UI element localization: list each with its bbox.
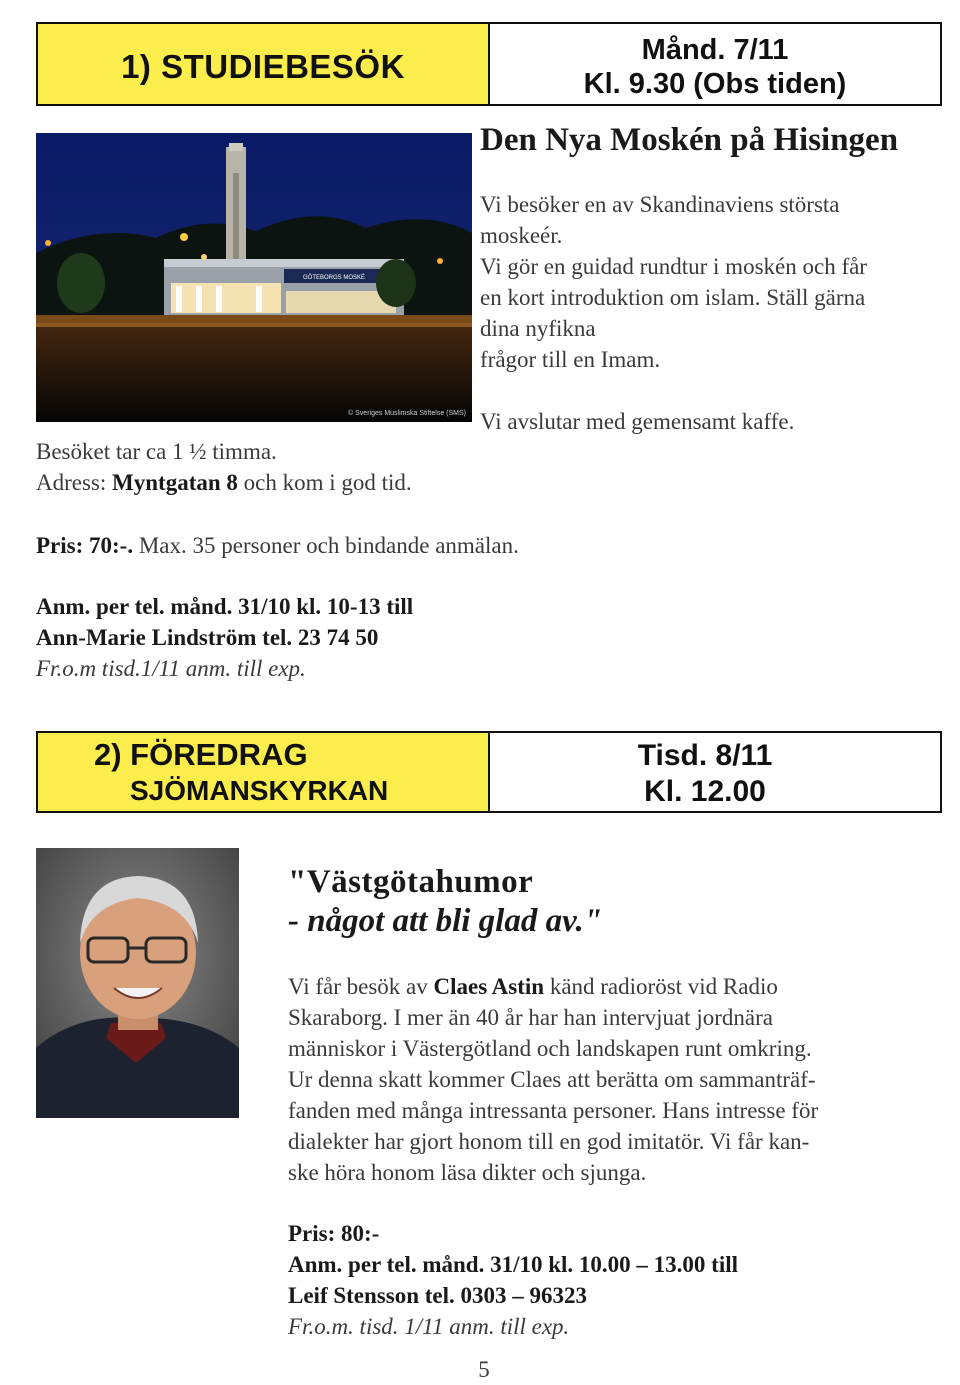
para-pre: Vi får besök av <box>288 974 434 999</box>
para-post: känd radioröst vid Radio <box>544 974 778 999</box>
mosque-photo <box>36 133 472 422</box>
section1-price <box>36 530 519 561</box>
section1-heading: Den Nya Moskén på Hisingen <box>480 122 899 158</box>
anm-line: Anm. per tel. månd. 31/10 kl. 10.00 – 13.00 till <box>288 1252 739 1277</box>
section2-registration <box>288 1218 738 1342</box>
price-label: Pris: 70:-. <box>36 533 134 558</box>
page-number: 5 <box>478 1357 490 1382</box>
para-line: fanden med många intressanta personer. Hans intresse för <box>288 1098 819 1123</box>
para-line: Skaraborg. I mer än 40 år har han intervjuat jordnära <box>288 1005 773 1030</box>
para-line: dialekter har gjort honom till en god imitatör. Vi får kan- <box>288 1129 810 1154</box>
section1-registration <box>36 591 413 684</box>
desc-line: dina nyfikna <box>480 316 596 341</box>
section1-address <box>36 467 412 498</box>
section1-title: 1) STUDIEBESÖK <box>121 48 405 85</box>
address-suffix: och kom i god tid. <box>237 470 412 495</box>
section2-title: 2) FÖREDRAG <box>94 737 308 772</box>
anm-line: Ann-Marie Lindström tel. 23 74 50 <box>36 625 379 650</box>
desc-line: Vi gör en guidad rundtur i moskén och får <box>480 254 867 279</box>
anm-line: Leif Stensson tel. 0303 – 96323 <box>288 1283 587 1308</box>
anm-line: Fr.o.m tisd.1/11 anm. till exp. <box>36 656 306 681</box>
section2-datetime-box <box>488 731 942 813</box>
section2-title-box <box>36 731 490 813</box>
section1-coffee: Vi avslutar med gemensamt kaffe. <box>480 409 795 434</box>
section2-date: Tisd. 8/11 <box>637 739 773 772</box>
section2-price: Pris: 80:- <box>288 1221 380 1246</box>
address-label: Adress: <box>36 470 113 495</box>
desc-line: Vi besöker en av Skandinaviens största <box>480 192 840 217</box>
section1-duration: Besöket tar ca 1 ½ timma. <box>36 439 277 464</box>
para-line: ske höra honom läsa dikter och sjunga. <box>288 1160 647 1185</box>
section2-heading: "Västgötahumor <box>288 864 534 900</box>
desc-line: frågor till en Imam. <box>480 347 661 372</box>
section1-datetime-box <box>488 22 942 106</box>
para-line: Ur denna skatt kommer Claes att berätta om sammanträf- <box>288 1067 816 1092</box>
mosque-photo-illustration <box>36 133 472 422</box>
mosque-sign-text: GÖTEBORGS MOSKÉ <box>302 275 366 281</box>
section2-heading-subtitle: - något att bli glad av." <box>288 903 603 939</box>
price-rest: Max. 35 personer och bindande anmälan. <box>133 533 519 558</box>
para-line: människor i Västergötland och landskapen runt omkring. <box>288 1036 812 1061</box>
desc-line: moskeér. <box>480 223 563 248</box>
section1-description <box>480 189 867 375</box>
speaker-portrait <box>36 848 239 1118</box>
address-value: Myntgatan 8 <box>112 470 238 495</box>
section1-time: Kl. 9.30 (Obs tiden) <box>583 68 847 100</box>
photo-credit: © Sveriges Muslimska Stiftelse (SMS) <box>348 410 466 417</box>
anm-line: Fr.o.m. tisd. 1/11 anm. till exp. <box>288 1314 570 1339</box>
section2-time: Kl. 12.00 <box>644 775 766 808</box>
section1-date: Månd. 7/11 <box>641 34 789 66</box>
anm-line: Anm. per tel. månd. 31/10 kl. 10-13 till <box>36 594 414 619</box>
desc-line: en kort introduktion om islam. Ställ gärna <box>480 285 866 310</box>
para-line <box>288 971 818 1002</box>
section1-title-box <box>36 22 490 106</box>
section2-subtitle: SJÖMANSKYRKAN <box>130 775 389 806</box>
section2-description <box>288 971 818 1188</box>
speaker-name: Claes Astin <box>433 974 545 999</box>
speaker-portrait-illustration <box>36 848 239 1118</box>
